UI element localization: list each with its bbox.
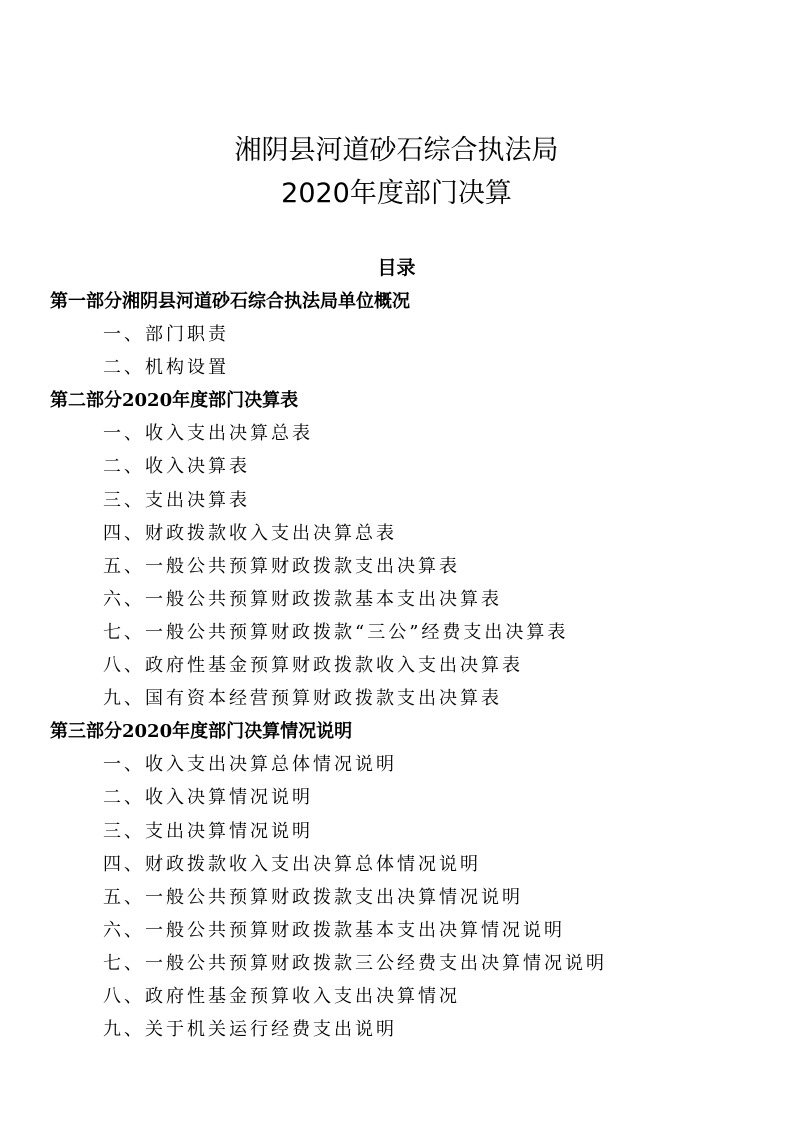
- toc-item: 八、政府性基金预算财政拨款收入支出决算表: [103, 655, 523, 677]
- toc-item: 一、部门职责: [103, 324, 229, 346]
- toc-item: 一、收入支出决算总表: [103, 423, 313, 445]
- toc-item: 九、国有资本经营预算财政拨款支出决算表: [103, 688, 502, 710]
- toc-part-3-heading: 第三部分2020年度部门决算情况说明: [50, 721, 353, 743]
- toc-item: 五、一般公共预算财政拨款支出决算表: [103, 555, 460, 577]
- toc-item: 九、关于机关运行经费支出说明: [103, 1019, 397, 1041]
- toc-part-2-heading: 第二部分2020年度部门决算表: [50, 390, 299, 412]
- toc-item: 七、一般公共预算财政拨款“三公”经费支出决算表: [103, 621, 569, 643]
- document-subtitle: 2020年度部门决算: [281, 178, 512, 209]
- toc-item: 四、财政拨款收入支出决算总表: [103, 522, 397, 544]
- toc-part-1-heading: 第一部分湘阴县河道砂石综合执法局单位概况: [50, 291, 410, 312]
- toc-item: 三、支出决算情况说明: [103, 820, 313, 842]
- document-title: 湘阴县河道砂石综合执法局: [234, 135, 559, 166]
- toc-item: 二、收入决算表: [103, 456, 250, 478]
- toc-item: 二、收入决算情况说明: [103, 787, 313, 809]
- toc-heading: 目录: [377, 257, 416, 279]
- toc-item: 一、收入支出决算总体情况说明: [103, 754, 397, 776]
- toc-item: 四、财政拨款收入支出决算总体情况说明: [103, 853, 481, 875]
- toc-item: 三、支出决算表: [103, 489, 250, 511]
- toc-item: 六、一般公共预算财政拨款基本支出决算情况说明: [103, 919, 565, 941]
- toc-item: 七、一般公共预算财政拨款三公经费支出决算情况说明: [103, 952, 607, 974]
- table-of-contents: [0, 285, 793, 1046]
- toc-item: 六、一般公共预算财政拨款基本支出决算表: [103, 588, 502, 610]
- toc-item: 二、机构设置: [103, 357, 229, 379]
- toc-item: 五、一般公共预算财政拨款支出决算情况说明: [103, 886, 523, 908]
- toc-item: 八、政府性基金预算收入支出决算情况: [103, 985, 460, 1007]
